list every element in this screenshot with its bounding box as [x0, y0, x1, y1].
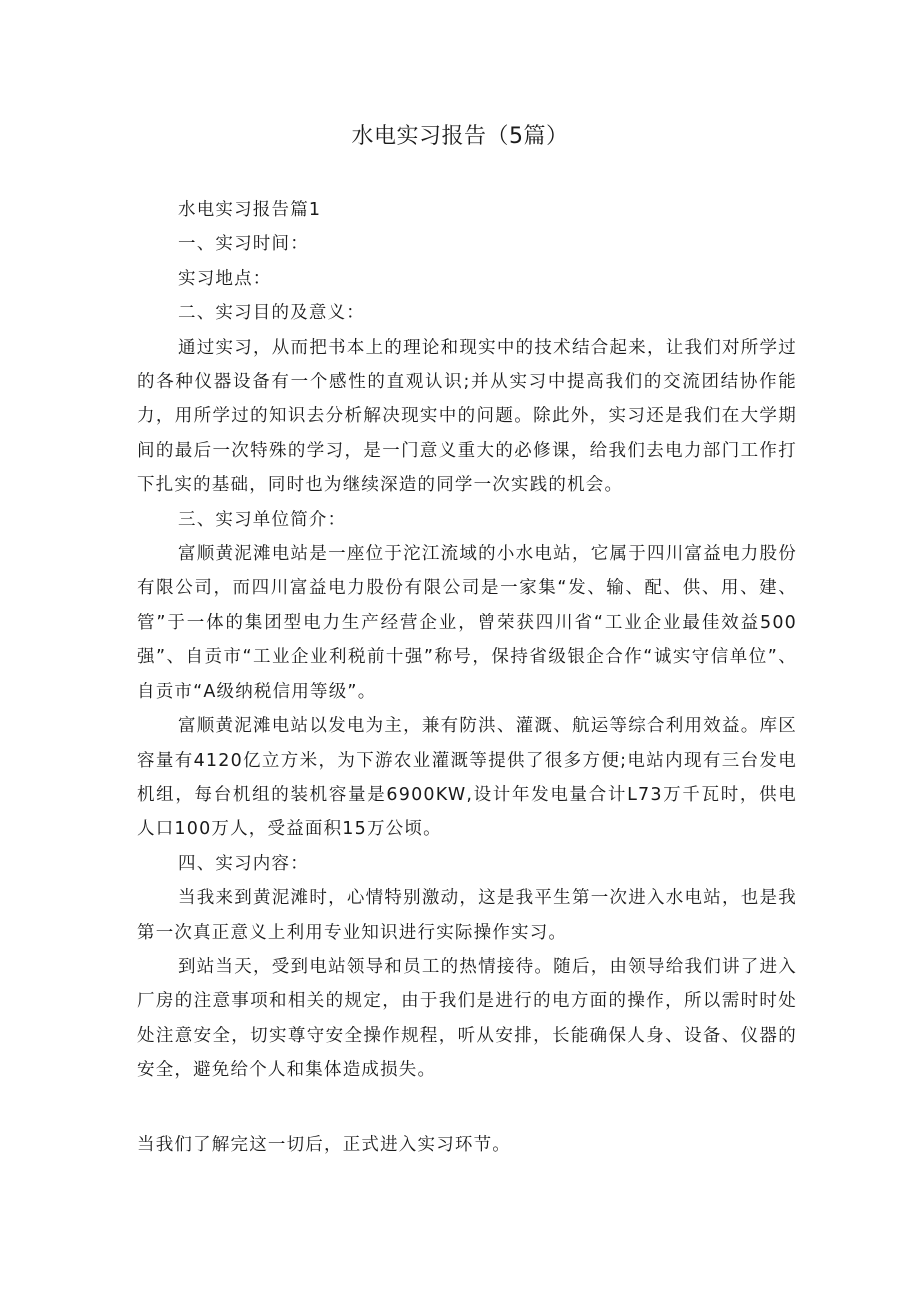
- section-heading: 四、实习内容：: [178, 853, 309, 874]
- document-title: 水电实习报告（5篇）: [351, 124, 569, 149]
- body-paragraph: 当我来到黄泥滩时，心情特别激动，这是我平生第一次进入水电站，也是我第一次真正意义上利用专业知识进行实际操作实习。: [137, 888, 797, 943]
- document-body: [137, 193, 797, 1088]
- section-heading: 二、实习目的及意义：: [178, 303, 365, 324]
- body-paragraph: 富顺黄泥滩电站以发电为主，兼有防洪、灌溉、航运等综合利用效益。库区容量有4120亿立方米，为下游农业灌溉等提供了很多方便;电站内现有三台发电机组，每台机组的装机容量是6900KW,设计年发电量合计L73万千瓦时，供电人口100万人，受益面积15万公顷。: [137, 716, 797, 840]
- section-heading: 三、实习单位简介：: [178, 509, 347, 530]
- closing-paragraph: 当我们了解完这一切后，正式进入实习环节。: [137, 1135, 511, 1155]
- section-heading: 水电实习报告篇1: [178, 200, 322, 220]
- field-internship-time: 一、实习时间：: [178, 234, 309, 255]
- body-paragraph: 富顺黄泥滩电站是一座位于沱江流域的小水电站，它属于四川富益电力股份有限公司，而四川富益电力股份有限公司是一家集“发、输、配、供、用、建、管”于一体的集团型电力生产经营企业，曾荣获四川省“工业企业最佳效益500强”、自贡市“工业企业利税前十强”称号，保持省级银企合作“诚实守信单位”、自贡市“A级纳税信用等级”。: [137, 544, 797, 702]
- field-internship-location: 实习地点：: [178, 268, 272, 289]
- body-paragraph: 到站当天，受到电站领导和员工的热情接待。随后，由领导给我们讲了进入厂房的注意事项和相关的规定，由于我们是进行的电方面的操作，所以需时时处处注意安全，切实尊守安全操作规程，听从安排，长能确保人身、设备、仪器的安全，避免给个人和集体造成损失。: [137, 956, 797, 1081]
- body-paragraph: 通过实习，从而把书本上的理论和现实中的技术结合起来，让我们对所学过的各种仪器设备有一个感性的直观认识;并从实习中提高我们的交流团结协作能力，用所学过的知识去分析解决现实中的问题。除此外，实习还是我们在大学期间的最后一次特殊的学习，是一门意义重大的必修课，给我们去电力部门工作打下扎实的基础，同时也为继续深造的同学一次实践的机会。: [137, 337, 797, 496]
